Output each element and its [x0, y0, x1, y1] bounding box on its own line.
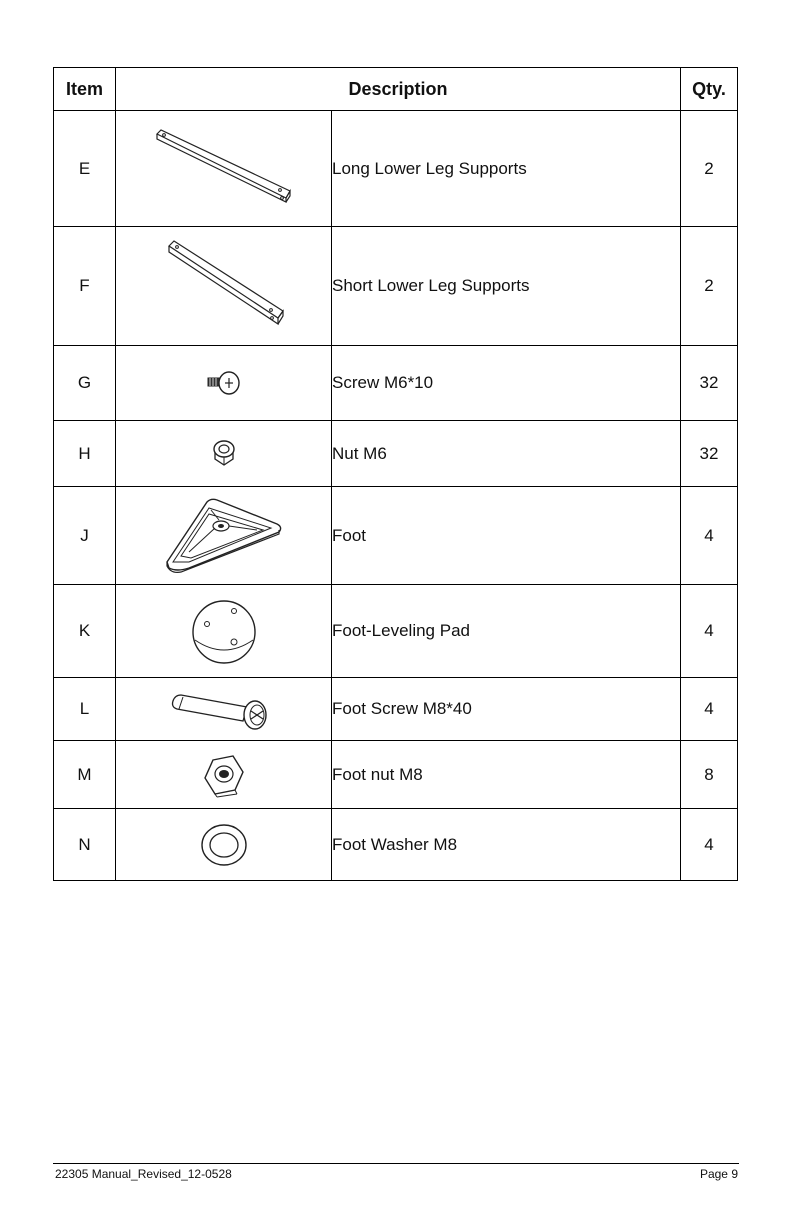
part-illustration [116, 346, 332, 421]
short-leg-support-icon [159, 236, 289, 336]
item-letter: J [54, 487, 116, 585]
footer-doc-id: 22305 Manual_Revised_12-0528 [55, 1167, 232, 1181]
part-illustration [116, 227, 332, 346]
washer-icon [198, 821, 250, 869]
part-qty: 4 [681, 487, 738, 585]
table-row [54, 741, 738, 809]
table-row [54, 346, 738, 421]
part-description: Foot-Leveling Pad [332, 585, 681, 678]
table-row [54, 421, 738, 487]
item-letter: E [54, 111, 116, 227]
part-illustration [116, 678, 332, 741]
part-qty: 2 [681, 111, 738, 227]
part-illustration [116, 487, 332, 585]
part-illustration [116, 421, 332, 487]
item-letter: M [54, 741, 116, 809]
item-letter: H [54, 421, 116, 487]
part-illustration [116, 809, 332, 881]
part-qty: 2 [681, 227, 738, 346]
hex-nut-icon [199, 752, 249, 798]
part-description: Long Lower Leg Supports [332, 111, 681, 227]
header-qty: Qty. [681, 68, 738, 111]
part-illustration [116, 741, 332, 809]
header-item: Item [54, 68, 116, 111]
item-letter: F [54, 227, 116, 346]
footer-page-number: Page 9 [699, 1167, 738, 1181]
part-description: Nut M6 [332, 421, 681, 487]
part-description: Foot Screw M8*40 [332, 678, 681, 741]
header-description: Description [116, 68, 681, 111]
part-qty: 32 [681, 346, 738, 421]
part-illustration [116, 585, 332, 678]
part-description: Screw M6*10 [332, 346, 681, 421]
part-description: Foot [332, 487, 681, 585]
screw-icon [204, 366, 244, 400]
table-row [54, 809, 738, 881]
part-qty: 4 [681, 678, 738, 741]
table-row [54, 487, 738, 585]
foot-icon [159, 496, 289, 576]
item-letter: K [54, 585, 116, 678]
item-letter: L [54, 678, 116, 741]
parts-table [53, 67, 738, 881]
table-row [54, 227, 738, 346]
part-qty: 8 [681, 741, 738, 809]
item-letter: G [54, 346, 116, 421]
item-letter: N [54, 809, 116, 881]
footer-divider [53, 1163, 739, 1164]
table-row [54, 678, 738, 741]
table-row [54, 111, 738, 227]
leveling-pad-icon [189, 596, 259, 666]
long-leg-support-icon [149, 124, 299, 214]
part-qty: 4 [681, 809, 738, 881]
table-row [54, 585, 738, 678]
nut-icon [207, 437, 241, 471]
part-qty: 4 [681, 585, 738, 678]
part-qty: 32 [681, 421, 738, 487]
table-header-row [54, 68, 738, 111]
part-illustration [116, 111, 332, 227]
foot-screw-icon [169, 687, 279, 731]
part-description: Short Lower Leg Supports [332, 227, 681, 346]
part-description: Foot nut M8 [332, 741, 681, 809]
part-description: Foot Washer M8 [332, 809, 681, 881]
